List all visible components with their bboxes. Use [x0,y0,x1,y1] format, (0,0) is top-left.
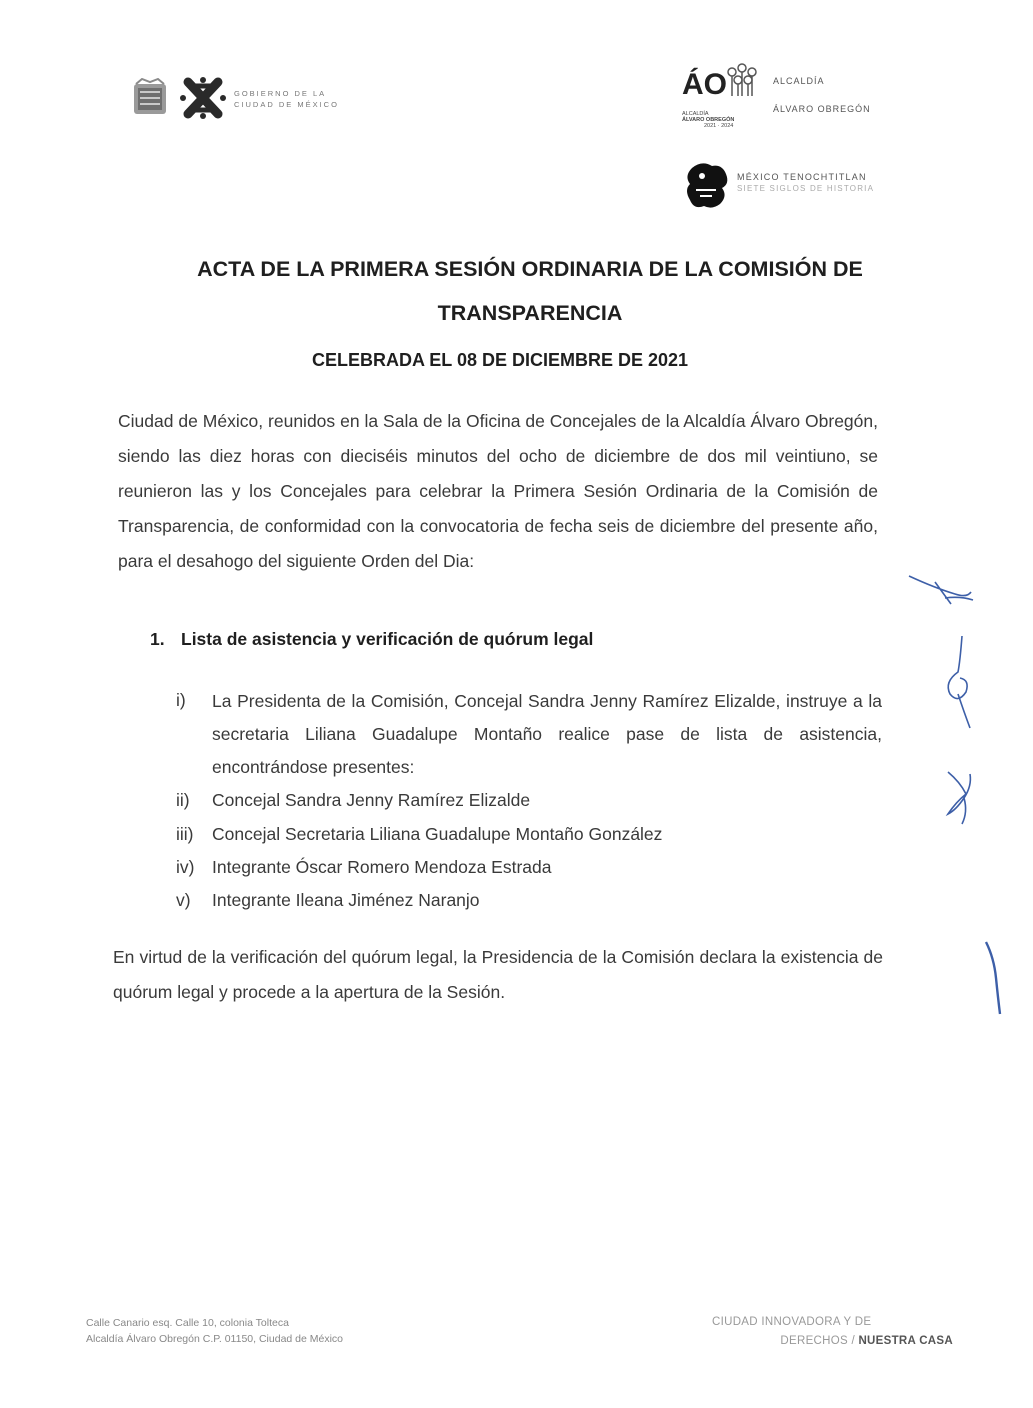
coat-of-arms-icon [132,78,168,118]
agenda-number: 1. [150,629,165,649]
sub-item-label: iii) [176,824,194,844]
alcaldia-logo-line1: ALCALDÍA [682,111,709,117]
signature-mark-3 [942,768,976,828]
svg-text:ÁO: ÁO [682,68,727,101]
cdmx-logo-icon [180,76,226,120]
signature-mark-2 [940,632,980,732]
title-line2: TRANSPARENCIA [437,301,623,325]
sub-item-text: Integrante Ileana Jiménez Naranjo [212,890,480,910]
signature-mark-4 [982,938,1006,1018]
sub-item-text: La Presidenta de la Comisión, Concejal Sandra Jenny Ramírez Elizalde, instruye a la secretaria Liliana Guadalupe Montaño realice pase de lista de asistencia, encontrándose presentes: [212,691,882,777]
document-subtitle: CELEBRADA EL 08 DE DICIEMBRE DE 2021 [311,350,689,370]
gov-text-line2: CIUDAD DE MÉXICO [234,100,339,109]
alcaldia-logo-line3: 2021 · 2024 [704,123,734,129]
gov-text-line1: GOBIERNO DE LA [234,89,327,98]
footer-slogan-line1: CIUDAD INNOVADORA Y DE [712,1316,872,1328]
gov-logo-text [234,88,339,110]
signature-mark-1 [905,568,975,608]
footer-slogan-light: DERECHOS / [780,1335,859,1347]
sub-item-label: iv) [176,857,195,877]
footer-address-line2: Alcaldía Álvaro Obregón C.P. 01150, Ciudad de México [86,1333,344,1345]
tenochtitlan-glyph-icon [682,160,732,212]
footer-address [86,1315,343,1347]
alcaldia-logo-line2: ÁLVARO OBREGÓN [682,117,735,123]
sub-item-text: Integrante Óscar Romero Mendoza Estrada [212,857,552,877]
tenochtitlan-title: MÉXICO TENOCHTITLAN [737,172,867,182]
footer-address-line1: Calle Canario esq. Calle 10, colonia Tolteca [86,1317,289,1329]
footer-slogan-bold: NUESTRA CASA [858,1335,953,1347]
alcaldia-title-line1: ALCALDÍA [773,76,825,86]
sub-item-label: v) [176,890,191,910]
agenda-item-heading: Lista de asistencia y verificación de quórum legal [181,629,594,649]
document-title [100,247,960,335]
tenochtitlan-subtitle: SIETE SIGLOS DE HISTORIA [737,184,875,193]
sub-item-label: ii) [176,790,190,810]
tenochtitlan-text [737,172,874,194]
closing-paragraph: En virtud de la verificación del quórum legal, la Presidencia de la Comisión declara la existencia de quórum legal y procede a la apertura de la Sesión. [113,947,883,1002]
alcaldia-logo [680,62,766,129]
alcaldia-logo-icon [680,62,766,106]
sub-item-label: i) [176,690,186,710]
alcaldia-title [773,67,871,123]
footer-slogan [700,1313,953,1351]
sub-item-text: Concejal Secretaria Liliana Guadalupe Montaño González [212,824,663,844]
sub-item-text: Concejal Sandra Jenny Ramírez Elizalde [212,790,531,810]
intro-paragraph: Ciudad de México, reunidos en la Sala de la Oficina de Concejales de la Alcaldía Álvaro Obregón, siendo las diez horas con dieciséis minutos del ocho de diciembre de dos mil veintiuno, se reunieron las y los Concejales para celebrar la Primera Sesión Ordinaria de la Comisión de Transparencia, de conformidad con la convocatoria de fecha seis de diciembre del presente año, para el desahogo del siguiente Orden del Dia: [118,411,878,571]
alcaldia-title-line2: ÁLVARO OBREGÓN [773,104,871,114]
title-line1: ACTA DE LA PRIMERA SESIÓN ORDINARIA DE LA COMISIÓN DE [197,257,863,281]
